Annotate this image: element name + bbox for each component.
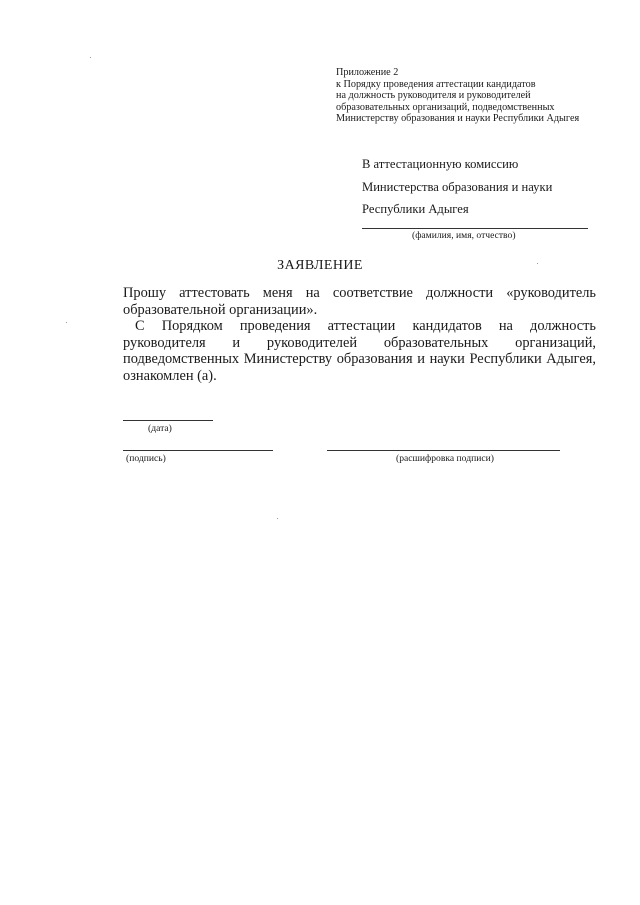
addressee-line: Министерства образования и науки <box>362 179 553 194</box>
paragraph-2-last-line: ознакомлен (а). <box>123 367 217 384</box>
addressee-block <box>362 153 552 221</box>
paragraph-2 <box>123 318 596 384</box>
fio-caption: (фамилия, имя, отчество) <box>412 230 516 241</box>
appendix-line: Приложение 2 <box>336 67 399 78</box>
decoding-line <box>327 450 560 451</box>
decoding-caption: (расшифровка подписи) <box>396 453 494 464</box>
date-caption: (дата) <box>148 423 172 434</box>
scan-speck <box>537 263 538 264</box>
paragraph-1 <box>123 285 596 318</box>
fio-line <box>362 228 588 229</box>
paragraph-1-first-line: Прошу аттестовать меня на соответствие должности «руководитель <box>123 285 596 301</box>
addressee-line: Республики Адыгея <box>362 202 469 216</box>
appendix-line: образовательных организаций, подведомственных <box>336 101 555 113</box>
addressee-line: В аттестационную комиссию <box>362 157 519 171</box>
appendix-line: на должность руководителя и руководителей <box>336 90 531 102</box>
appendix-line: к Порядку проведения аттестации кандидатов <box>336 78 536 90</box>
paragraph-2-first-line: С Порядком проведения аттестации кандидатов на должность <box>135 318 596 334</box>
paragraph-2-line: руководителя и руководителей образовательных организаций, <box>123 334 596 351</box>
scan-speck <box>66 322 67 323</box>
document-title: ЗАЯВЛЕНИЕ <box>277 258 363 273</box>
paragraph-2-line: подведомственных Министерству образования и науки Республики Адыгея, <box>123 351 596 368</box>
paragraph-1-rest: образовательной организации». <box>123 301 318 318</box>
appendix-header <box>336 67 579 125</box>
scan-speck <box>277 518 278 519</box>
signature-caption: (подпись) <box>126 453 166 464</box>
scan-speck <box>90 57 91 58</box>
appendix-line: Министерству образования и науки Республики Адыгея <box>336 113 580 125</box>
date-line <box>123 420 213 421</box>
signature-line <box>123 450 273 451</box>
